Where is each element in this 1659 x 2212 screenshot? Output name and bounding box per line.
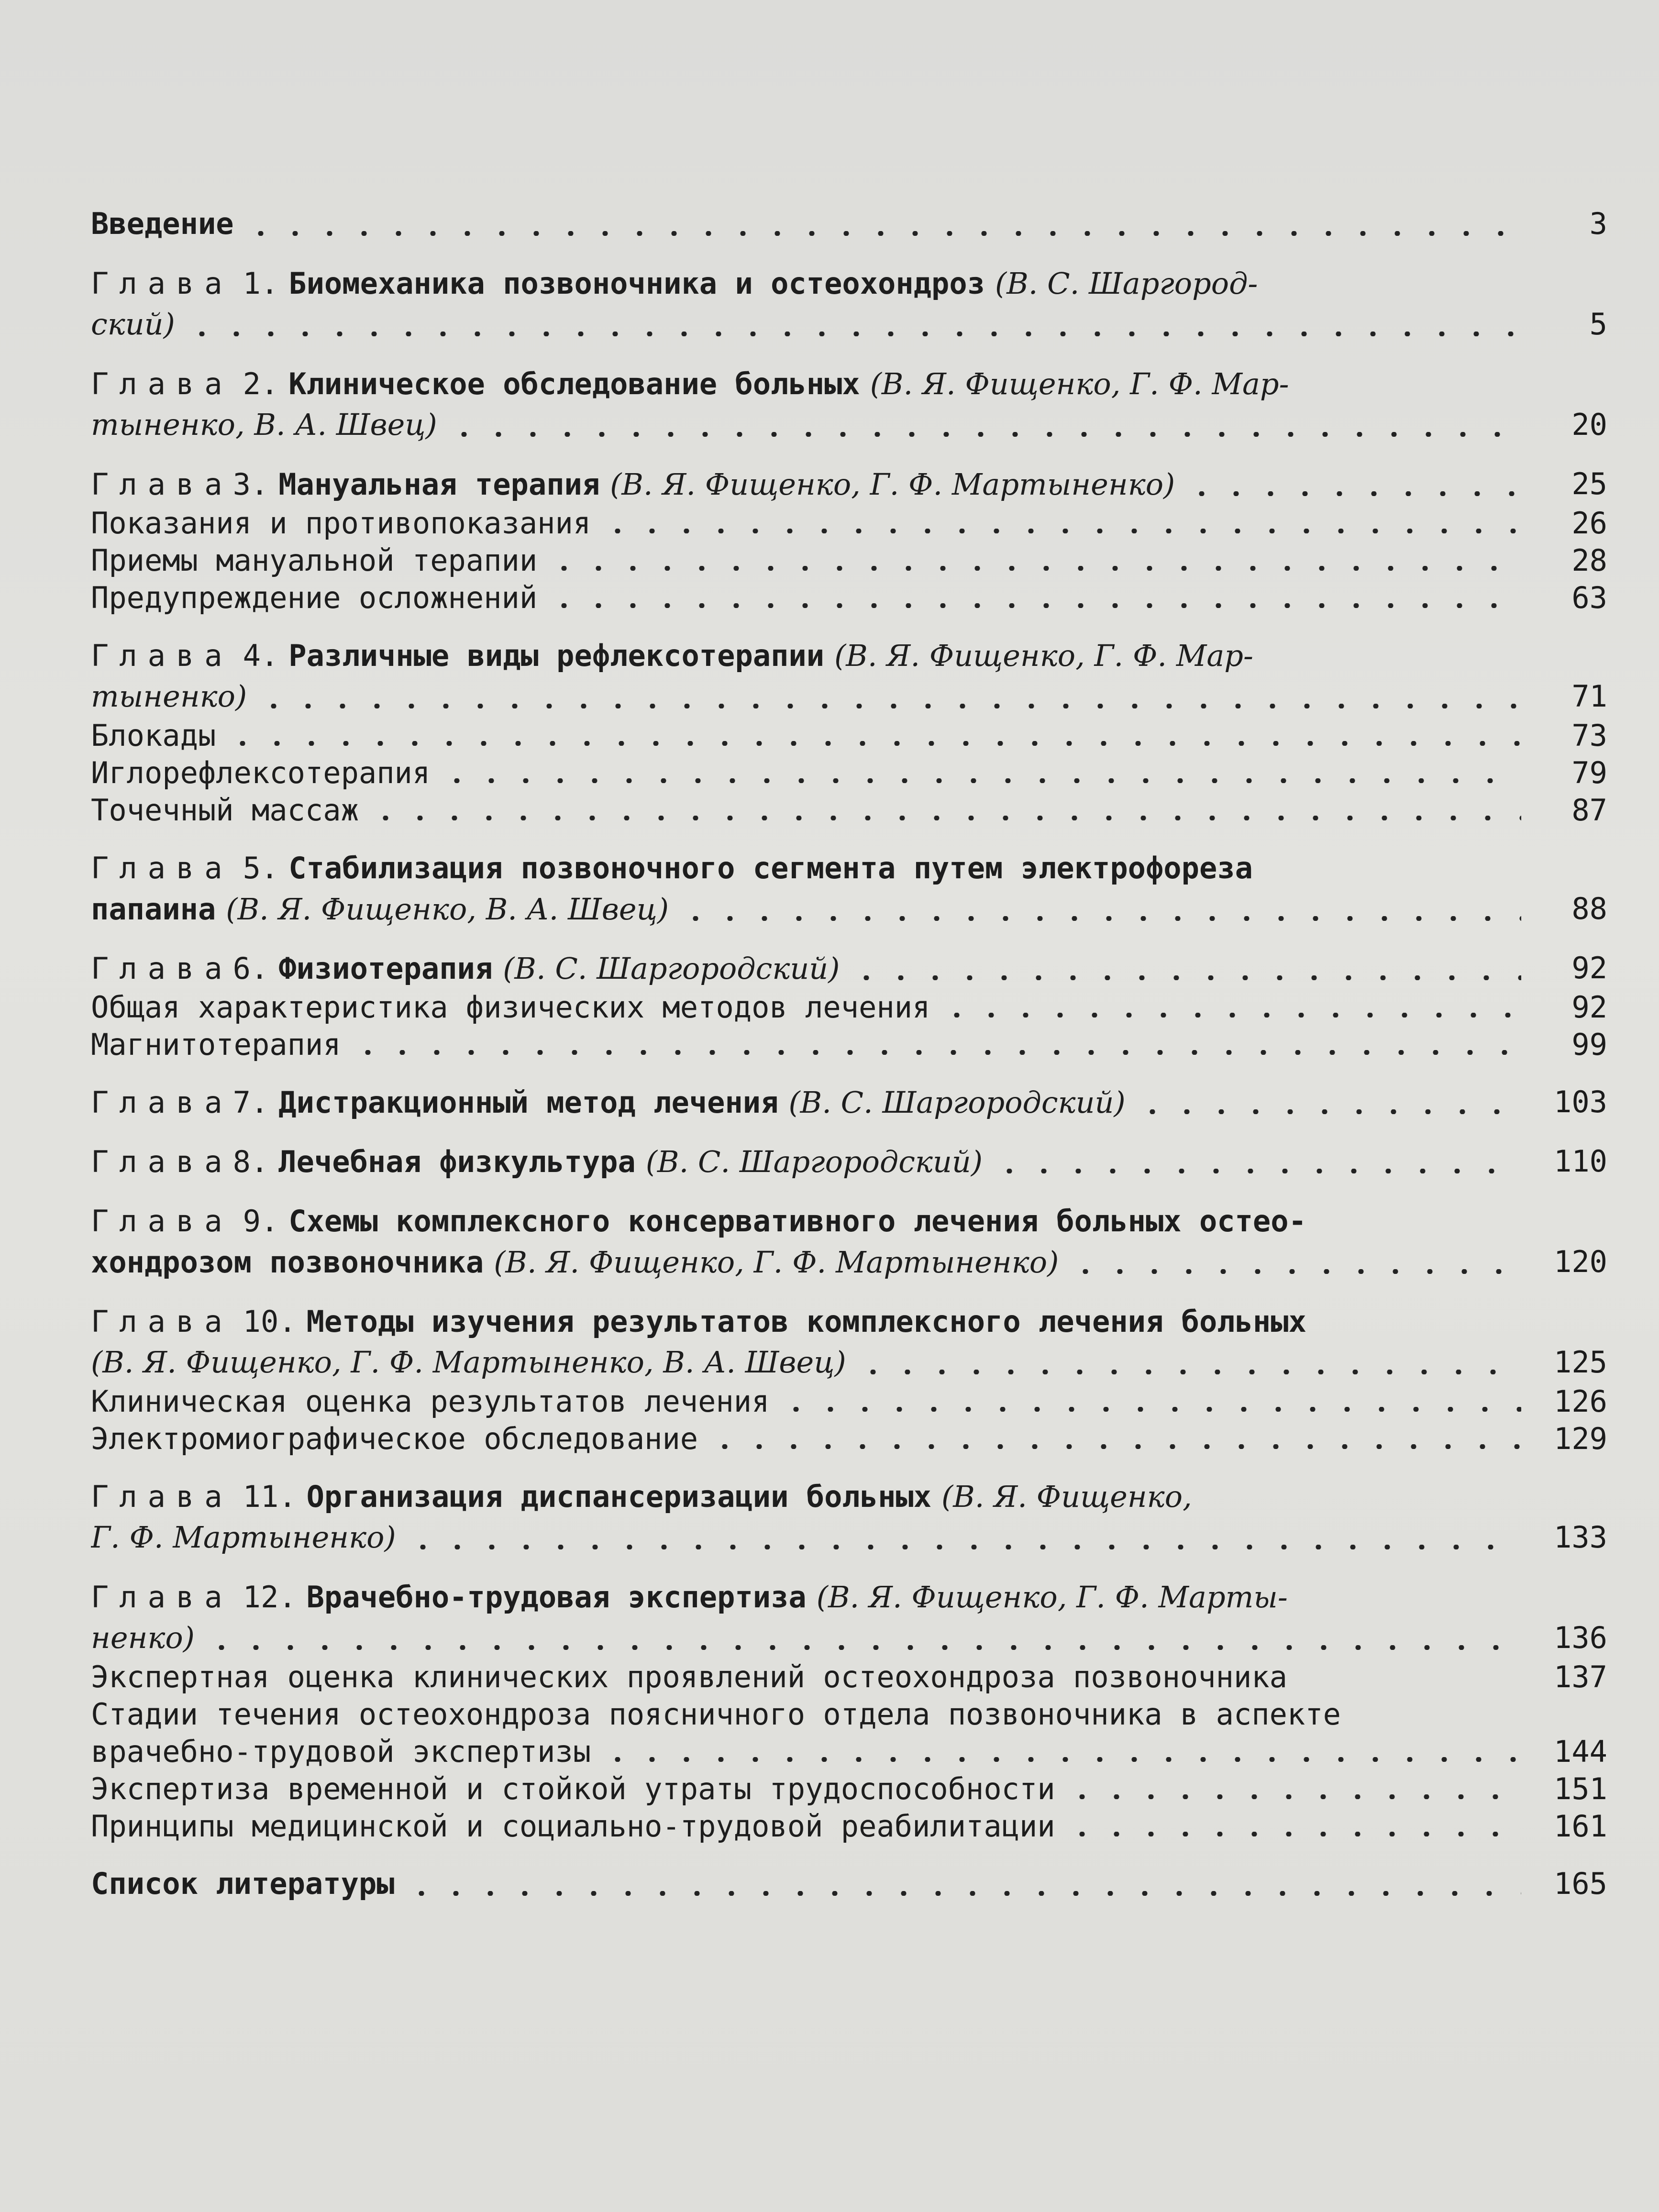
page-number: 120	[1554, 1244, 1607, 1279]
leader-dots	[600, 529, 1521, 533]
page-number: 20	[1571, 407, 1607, 442]
page-number: 136	[1554, 1620, 1607, 1655]
section-title: Общая характеристика физических методов лечения	[91, 990, 930, 1025]
chapter-title-cont: папаина	[91, 892, 216, 927]
leader-dots	[940, 1013, 1521, 1018]
chapter-label: Глава	[91, 1085, 233, 1120]
page-number: 103	[1554, 1084, 1607, 1119]
chapter-title: Различные виды рефлексотерапии	[288, 638, 825, 673]
section-title: Приемы мануальной терапии	[91, 543, 538, 578]
leader-dots	[708, 1444, 1521, 1449]
section-title: Точечный массаж	[91, 793, 359, 828]
section-title: Стадии течения остеохондроза поясничного отдела позвоночника в аспекте	[91, 1697, 1341, 1732]
chapter-number: 7.	[232, 1085, 269, 1120]
chapter-number: 9.	[243, 1204, 279, 1239]
section-title: Клиническая оценка результатов лечения	[91, 1384, 770, 1419]
chapter-number: 3.	[232, 467, 269, 502]
page-number: 3	[1589, 206, 1607, 241]
chapter-number: 12.	[243, 1580, 297, 1615]
chapter-label: Глава	[91, 266, 233, 301]
chapter-number: 8.	[232, 1144, 269, 1179]
leader-dots	[1068, 1269, 1521, 1274]
page-number: 125	[1554, 1345, 1607, 1380]
toc-entry-chapter-11	[91, 1476, 1622, 1558]
chapter-author: (В. Я. Фищенко, Г. Ф. Мартыненко)	[610, 467, 1175, 502]
toc-entry-chapter-1	[91, 263, 1622, 345]
leader-dots	[404, 1891, 1521, 1896]
chapter-number: 4.	[243, 638, 279, 673]
chapter-number: 6.	[232, 951, 269, 986]
leader-dots	[992, 1169, 1521, 1173]
chapter-title: Дистракционный метод лечения	[278, 1085, 779, 1120]
chapter-author: (В. Я. Фищенко, В. А. Швец)	[226, 892, 669, 927]
leader-dots	[1065, 1832, 1521, 1836]
toc-entry-chapter-2	[91, 363, 1622, 445]
page-number: 137	[1554, 1659, 1607, 1694]
page-number: 133	[1554, 1520, 1607, 1555]
chapter-label: Глава	[91, 951, 233, 986]
chapter-title: Врачебно-трудовая экспертиза	[306, 1580, 807, 1615]
page-number: 28	[1571, 543, 1607, 578]
page-number: 73	[1571, 718, 1607, 753]
chapter-title: Схемы комплексного консервативного лечения больных остео-	[288, 1204, 1306, 1239]
section-title: Иглорефлексотерапия	[91, 755, 431, 790]
leader-dots	[856, 1370, 1521, 1374]
leader-dots	[447, 432, 1521, 437]
chapter-author: (В. С. Шаргородский)	[503, 951, 840, 986]
page-number: 92	[1571, 951, 1607, 985]
section-title: Магнитотерапия	[91, 1027, 341, 1062]
toc-entry-chapter-6	[91, 948, 1622, 1063]
toc-entry-intro	[91, 203, 1622, 244]
page-number: 144	[1554, 1734, 1607, 1769]
page-number: 151	[1554, 1771, 1607, 1806]
section-title-cont: врачебно-трудовой экспертизы	[91, 1734, 591, 1769]
page-number: 5	[1589, 307, 1607, 342]
page-number: 71	[1571, 679, 1607, 714]
chapter-label: Глава	[91, 1304, 233, 1339]
page-number: 99	[1571, 1027, 1607, 1062]
chapter-author-cont: тыненко, В. А. Швец)	[91, 407, 437, 442]
chapter-title: Лечебная физкультура	[278, 1144, 636, 1179]
page-number: 165	[1554, 1866, 1607, 1901]
chapter-author-cont: тыненко)	[91, 679, 247, 714]
chapter-label: Глава	[91, 1204, 233, 1239]
page-number: 26	[1571, 506, 1607, 541]
chapter-label: Глава	[91, 1144, 233, 1179]
chapter-author: (В. Я. Фищенко,	[941, 1479, 1192, 1514]
leader-dots	[204, 1645, 1521, 1650]
chapter-author: (В. Я. Фищенко, Г. Ф. Мар-	[834, 638, 1253, 673]
section-title: Электромиографическое обследование	[91, 1421, 698, 1456]
page-number: 92	[1571, 990, 1607, 1025]
chapter-label: Глава	[91, 366, 233, 401]
chapter-title: Физиотерапия	[278, 951, 493, 986]
chapter-author: (В. С. Шаргород-	[995, 266, 1258, 301]
leader-dots	[368, 816, 1521, 820]
chapter-author: (В. Я. Фищенко, Г. Ф. Мартыненко, В. А. Швец)	[91, 1345, 846, 1380]
leader-dots	[185, 332, 1521, 336]
leader-dots	[547, 603, 1521, 608]
references-title: Список литературы	[91, 1866, 395, 1901]
leader-dots	[600, 1757, 1521, 1762]
chapter-label: Глава	[91, 467, 233, 502]
chapter-title-cont: хондрозом позвоночника	[91, 1245, 484, 1280]
chapter-author: (В. Я. Фищенко, Г. Ф. Мартыненко)	[494, 1245, 1059, 1280]
toc-entry-references	[91, 1863, 1622, 1904]
leader-dots	[256, 704, 1521, 708]
chapter-author-cont: Г. Ф. Мартыненко)	[91, 1520, 396, 1555]
page-number: 161	[1554, 1809, 1607, 1844]
toc-entry-chapter-9	[91, 1200, 1622, 1283]
chapter-number: 2.	[243, 366, 279, 401]
leader-dots	[849, 975, 1521, 980]
toc-entry-chapter-4	[91, 635, 1622, 829]
section-title: Предупреждение осложнений	[91, 580, 538, 615]
chapter-title: Организация диспансеризации больных	[306, 1479, 932, 1514]
chapter-author-cont: ский)	[91, 307, 175, 342]
section-title: Принципы медицинской и социально-трудовой реабилитации	[91, 1809, 1055, 1844]
toc-entry-chapter-5	[91, 847, 1622, 929]
leader-dots	[225, 741, 1521, 746]
chapter-author: (В. Я. Фищенко, Г. Ф. Мар-	[870, 366, 1289, 401]
toc-entry-chapter-10	[91, 1301, 1622, 1458]
chapter-title: Мануальная терапия	[278, 467, 600, 502]
page-number: 110	[1554, 1144, 1607, 1179]
section-title: Экспертиза временной и стойкой утраты трудоспособности	[91, 1771, 1055, 1806]
chapter-number: 1.	[243, 266, 279, 301]
leader-dots	[678, 916, 1521, 921]
page-number: 129	[1554, 1421, 1607, 1456]
leader-dots	[406, 1545, 1521, 1549]
page-number: 87	[1571, 793, 1607, 828]
chapter-label: Глава	[91, 1580, 233, 1615]
leader-dots	[779, 1407, 1521, 1412]
toc-entry-chapter-12	[91, 1576, 1622, 1845]
chapter-title: Клиническое обследование больных	[288, 366, 860, 401]
leader-dots	[351, 1050, 1521, 1055]
section-title: Показания и противопоказания	[91, 506, 591, 541]
chapter-number: 5.	[243, 851, 279, 885]
page-number: 25	[1571, 466, 1607, 501]
chapter-title: Биомеханика позвоночника и остеохондроз	[288, 266, 985, 301]
chapter-label: Глава	[91, 638, 233, 673]
chapter-label: Глава	[91, 851, 233, 885]
chapter-number: 10.	[243, 1304, 297, 1339]
section-title: Экспертная оценка клинических проявлений остеохондроза позвоночника	[91, 1659, 1287, 1694]
chapter-author: (В. С. Шаргородский)	[645, 1144, 983, 1179]
intro-title: Введение	[91, 206, 234, 241]
section-title: Блокады	[91, 718, 216, 753]
leader-dots	[440, 778, 1521, 783]
toc-entry-chapter-3	[91, 464, 1622, 617]
chapter-title: Методы изучения результатов комплексного лечения больных	[306, 1304, 1306, 1339]
chapter-number: 11.	[243, 1479, 297, 1514]
page-number: 88	[1571, 891, 1607, 926]
leader-dots	[1065, 1794, 1521, 1799]
leader-dots	[547, 566, 1521, 571]
table-of-contents	[91, 203, 1622, 1923]
leader-dots	[1184, 491, 1521, 496]
chapter-title: Стабилизация позвоночного сегмента путем электрофореза	[288, 851, 1253, 885]
chapter-author: (В. С. Шаргородский)	[788, 1085, 1126, 1120]
toc-entry-chapter-7	[91, 1082, 1622, 1123]
chapter-label: Глава	[91, 1479, 233, 1514]
page-number: 63	[1571, 580, 1607, 615]
leader-dots	[1135, 1109, 1521, 1114]
toc-entry-chapter-8	[91, 1141, 1622, 1182]
leader-dots	[243, 231, 1521, 236]
page-number: 79	[1571, 755, 1607, 790]
page-number: 126	[1554, 1384, 1607, 1419]
chapter-author: (В. Я. Фищенко, Г. Ф. Марты-	[816, 1580, 1288, 1615]
chapter-author-cont: ненко)	[91, 1620, 195, 1655]
